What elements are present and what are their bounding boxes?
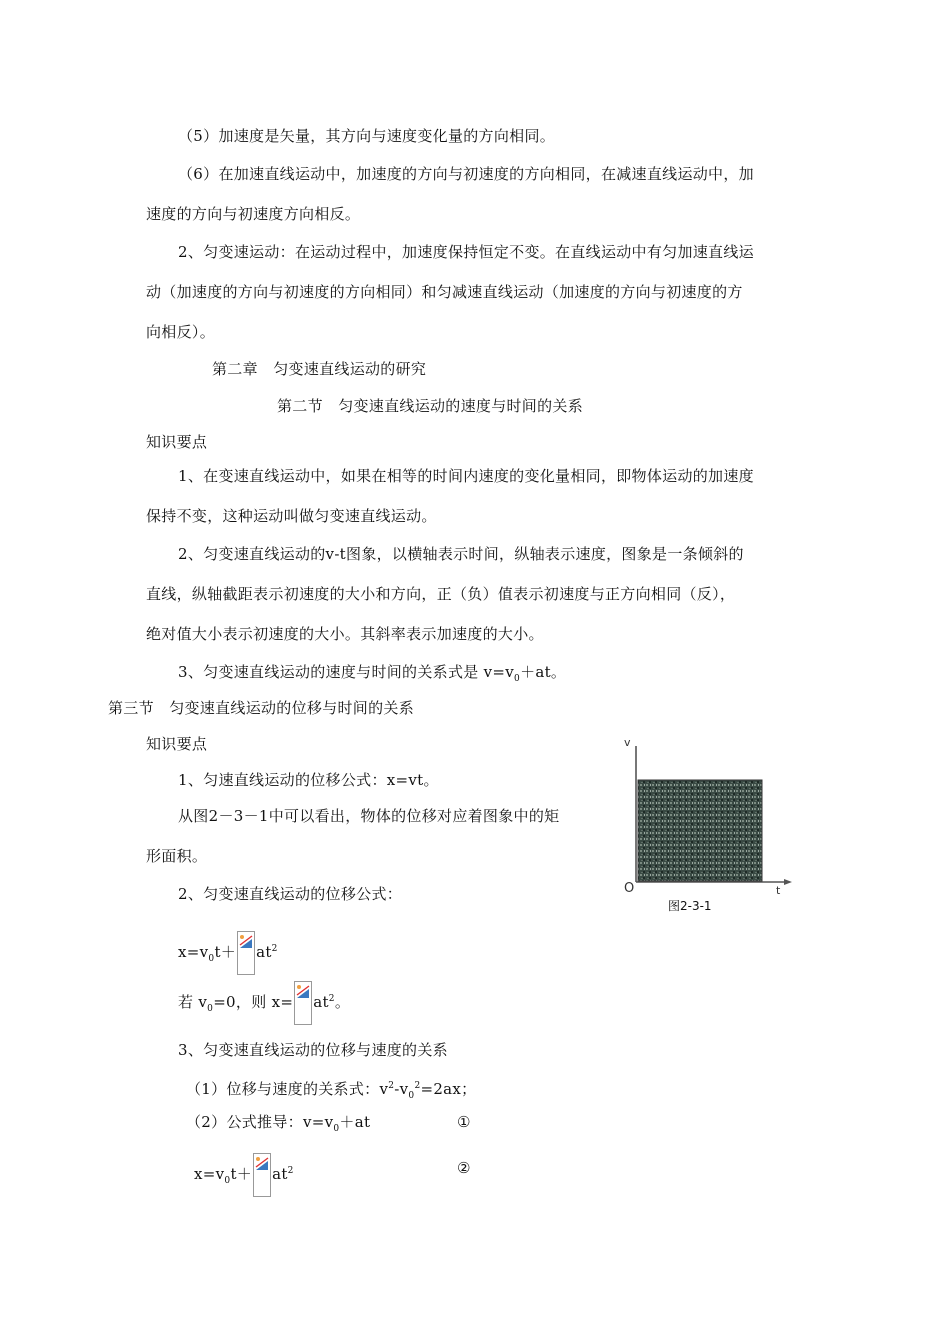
para-vt-3: 绝对值大小表示初速度的大小。其斜率表示加速度的大小。 [146,625,544,643]
y-axis-label: v [624,736,631,749]
para-fig-ref-1: 从图2－3－1中可以看出，物体的位移对应着图象中的矩 [178,807,560,825]
para-velocity-formula: 3、匀变速直线运动的速度与时间的关系式是 $v=v_0+at$。 [178,663,567,684]
equation-number-2: ② [457,1159,471,1177]
figure-caption: 图2-3-1 [668,899,712,913]
fraction-image-icon [294,981,312,1025]
knowledge-heading-2: 知识要点 [146,735,208,753]
para-uniform-var-2: 动（加速度的方向与初速度的方向相同）和匀减速直线运动（加速度的方向与初速度的方 [146,283,743,301]
equation-number-1: ① [457,1113,471,1131]
para-uniform-var-3: 向相反）。 [146,323,216,341]
section-3-title: 第三节 匀变速直线运动的位移与时间的关系 [108,699,415,717]
para-disp-uniform: 1、匀速直线运动的位移公式：x=vt。 [178,771,439,789]
para-acc-direction-2: 速度的方向与初速度方向相反。 [146,205,361,223]
fraction-image-icon [253,1153,271,1197]
fraction-image-icon [237,931,255,975]
para-acc-direction-1: （6）在加速直线运动中，加速度的方向与初速度的方向相同，在减速直线运动中，加 [178,165,754,183]
para-fig-ref-2: 形面积。 [146,847,208,865]
x-axis-label: t [776,884,781,897]
formula-derivation-1: （2）公式推导：$v=v_0+at$ [186,1113,371,1134]
formula-displacement: $x=v_0t+$ $at^2$ [178,928,278,972]
para-acc-vector: （5）加速度是矢量，其方向与速度变化量的方向相同。 [178,127,556,145]
formula-v2: （1）位移与速度的关系式：$v^2-v_0^2=2ax$； [186,1080,477,1101]
para-uniform-var-1: 2、匀变速运动：在运动过程中，加速度保持恒定不变。在直线运动中有匀加速直线运 [178,243,754,261]
para-disp-velocity-heading: 3、匀变速直线运动的位移与速度的关系 [178,1041,448,1059]
para-def-1: 1、在变速直线运动中，如果在相等的时间内速度的变化量相同，即物体运动的加速度 [178,467,754,485]
formula-derivation-2: $x=v_0t+$ $at^2$ [194,1150,294,1194]
figure-vt-rectangle [622,736,797,916]
para-vt-2: 直线，纵轴截距表示初速度的大小和方向，正（负）值表示初速度与正方向相同（反）， [146,585,736,603]
area-rectangle [638,780,762,881]
formula-zero-initial: 若 $v_0=0$，则 x= $at^2$。 [178,978,350,1022]
section-2-title: 第二节 匀变速直线运动的速度与时间的关系 [277,397,584,415]
para-vt-1: 2、匀变速直线运动的v-t图象，以横轴表示时间，纵轴表示速度，图象是一条倾斜的 [178,545,744,563]
knowledge-heading-1: 知识要点 [146,433,208,451]
para-disp-formula-heading: 2、匀变速直线运动的位移公式： [178,885,403,903]
chapter-title: 第二章 匀变速直线运动的研究 [212,360,427,378]
origin-label: O [624,881,635,896]
para-def-2: 保持不变，这种运动叫做匀变速直线运动。 [146,507,437,525]
